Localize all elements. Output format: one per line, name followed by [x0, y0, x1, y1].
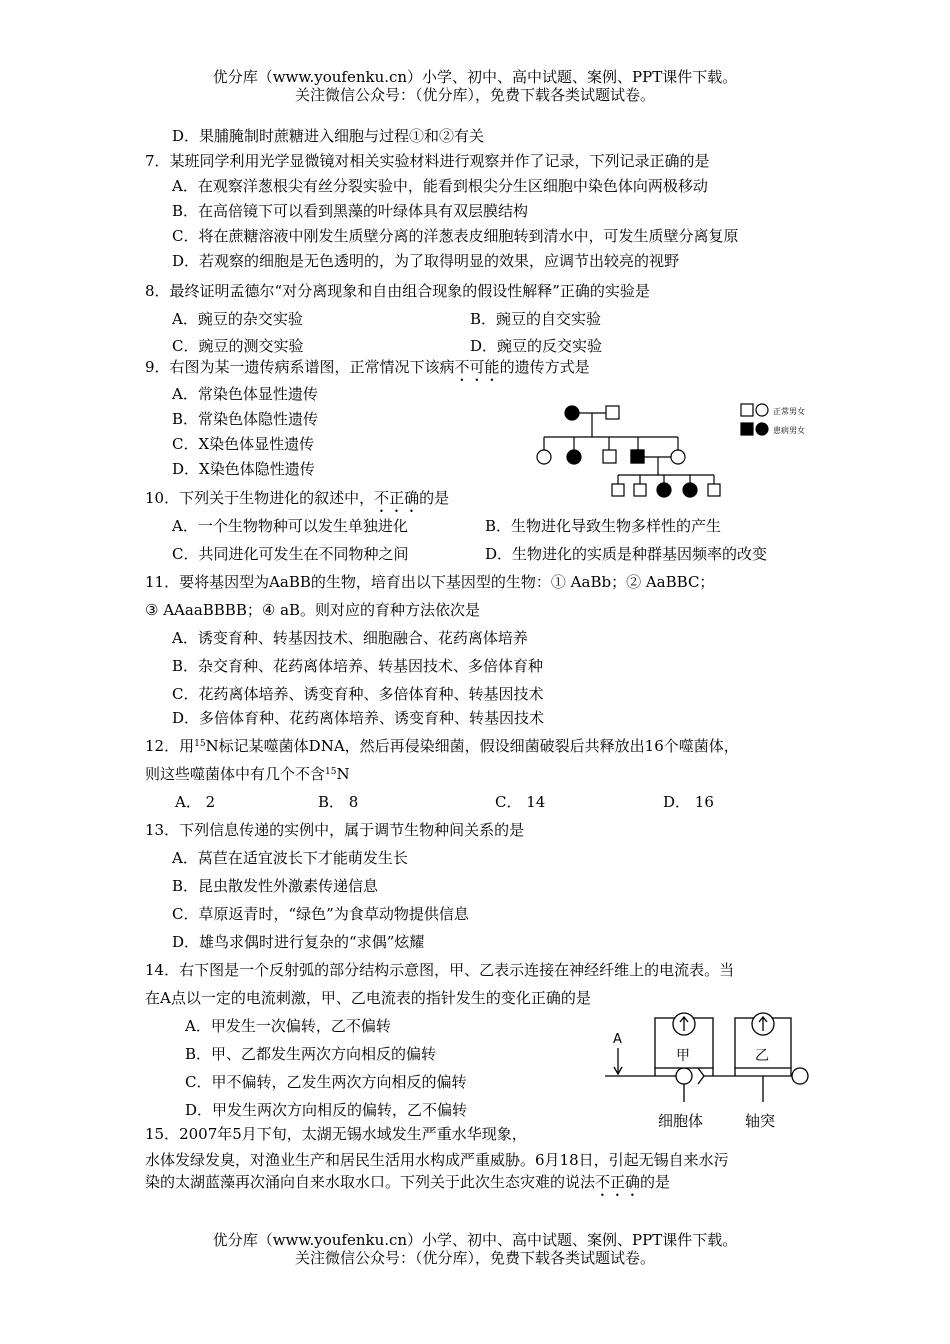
- q13-option-a: A．莴苣在适宜波长下才能萌发生长: [172, 849, 408, 867]
- header-line-1: 优分库（www.youfenku.cn）小学、初中、高中试题、案例、PPT课件下载。: [212, 68, 738, 86]
- q9-option-a: A．常染色体显性遗传: [172, 385, 318, 403]
- point-a-label: A: [613, 1032, 622, 1047]
- legend-affected-label: 患病男女: [773, 426, 805, 435]
- q12-option-b: B． 8: [318, 793, 359, 811]
- q9-option-c: C．X染色体显性遗传: [172, 435, 315, 453]
- gen2-affected-female: [567, 450, 581, 464]
- q6-option-d: D．果脯腌制时蔗糖进入细胞与过程①和②有关: [172, 127, 485, 145]
- q14-stem-line-1: 14．右下图是一个反射弧的部分结构示意图，甲、乙表示连接在神经纤维上的电流表。当: [145, 961, 735, 979]
- q14-option-a: A．甲发生一次偏转，乙不偏转: [185, 1017, 391, 1035]
- gen3-normal-male-2: [634, 484, 646, 496]
- q8-option-b: B．豌豆的自交实验: [470, 310, 602, 328]
- q10-option-a: A．一个生物物种可以发生单独进化: [172, 517, 408, 535]
- q13-option-d: D．雄鸟求偶时进行复杂的“求偶”炫耀: [172, 933, 425, 951]
- q9-option-b: B．常染色体隐性遗传: [172, 410, 319, 428]
- q11-option-d: D．多倍体育种、花药离体培养、诱变育种、转基因技术: [172, 709, 545, 727]
- q8-option-a: A．豌豆的杂交实验: [172, 310, 303, 328]
- pedigree-diagram: [530, 395, 850, 505]
- gen3-affected-female-1: [657, 483, 671, 497]
- q12-option-d: D． 16: [663, 793, 714, 811]
- gen1-affected-female: [565, 406, 579, 420]
- q14-option-d: D．甲发生两次方向相反的偏转，乙不偏转: [185, 1101, 468, 1119]
- q12-stem-line-1: 12．用$^{15}$N标记某噬菌体DNA，然后再侵染细菌，假设细菌破裂后共释放出16个噬菌体，: [145, 737, 739, 755]
- q7-option-b: B．在高倍镜下可以看到黑藻的叶绿体具有双层膜结构: [172, 202, 529, 220]
- gen2-affected-male-visible: [631, 450, 644, 463]
- q13-stem: 13．下列信息传递的实例中，属于调节生物种间关系的是: [145, 821, 525, 839]
- footer-line-1: 优分库（www.youfenku.cn）小学、初中、高中试题、案例、PPT课件下载。: [212, 1231, 738, 1249]
- gen3-affected-female-2: [683, 483, 697, 497]
- gen3-normal-male-1: [612, 484, 624, 496]
- gen2-spouse-female: [671, 450, 685, 464]
- q10-emphasis: 不正确: [374, 489, 420, 507]
- q12-stem-line-2: 则这些噬菌体中有几个不含$^{15}$N: [145, 765, 350, 783]
- q11-stem-line-1: 11．要将基因型为AaBB的生物，培育出以下基因型的生物：① AaBb；② AaBBC；: [145, 573, 715, 591]
- q9-stem: 9．右图为某一遗传病系谱图，正常情况下该病不可能的遗传方式是: [145, 358, 590, 376]
- q15-emphasis: 不正确: [595, 1173, 641, 1191]
- q15-line-2: 水体发绿发臭，对渔业生产和居民生活用水构成严重威胁。6月18日，引起无锡自来水污: [145, 1151, 729, 1169]
- header-line-2: 关注微信公众号：（优分库），免费下载各类试题试卷。: [294, 86, 655, 104]
- q12-option-a: A． 2: [175, 793, 216, 811]
- q7-option-a: A．在观察洋葱根尖有丝分裂实验中，能看到根尖分生区细胞中染色体向两极移动: [172, 177, 708, 195]
- q15-line-3: 染的太湖蓝藻再次涌向自来水取水口。下列关于此次生态灾难的说法不正确的是: [145, 1173, 671, 1191]
- meter-jia-label: 甲: [676, 1048, 690, 1064]
- gen3-normal-male-3: [708, 484, 720, 496]
- cell-body-circle: [676, 1068, 692, 1084]
- axon-end-circle: [792, 1068, 808, 1084]
- q14-option-c: C．甲不偏转，乙发生两次方向相反的偏转: [185, 1073, 467, 1091]
- q14-option-b: B．甲、乙都发生两次方向相反的偏转: [185, 1045, 437, 1063]
- q10-option-b: B．生物进化导致生物多样性的产生: [485, 517, 722, 535]
- legend-normal-label: 正常男女: [773, 407, 805, 416]
- q8-option-c: C．豌豆的测交实验: [172, 337, 304, 355]
- q12-option-c: C． 14: [495, 793, 546, 811]
- q8-stem: 8．最终证明孟德尔“对分离现象和自由组合现象的假设性解释”正确的实验是: [145, 282, 650, 300]
- q7-stem: 7．某班同学利用光学显微镜对相关实验材料进行观察并作了记录，下列记录正确的是: [145, 152, 710, 170]
- gen1-normal-male: [606, 406, 619, 419]
- q9-emphasis: 不可能: [454, 358, 500, 376]
- gen2-normal-female-1: [537, 450, 551, 464]
- gen2-normal-male-1: [603, 450, 616, 463]
- q10-stem: 10．下列关于生物进化的叙述中，不正确的是: [145, 489, 450, 507]
- q11-option-b: B．杂交育种、花药离体培养、转基因技术、多倍体育种: [172, 657, 544, 675]
- footer-line-2: 关注微信公众号：（优分库），免费下载各类试题试卷。: [294, 1249, 655, 1267]
- legend-affected-male: [741, 423, 753, 435]
- legend-normal-male: [741, 404, 753, 416]
- legend-normal-female: [756, 404, 768, 416]
- q15-line-1: 15．2007年5月下旬，太湖无锡水域发生严重水华现象，: [145, 1125, 527, 1143]
- q14-stem-line-2: 在A点以一定的电流刺激，甲、乙电流表的指针发生的变化正确的是: [145, 989, 591, 1007]
- q11-stem-line-2: ③ AAaaBBBB；④ aB。则对应的育种方法依次是: [145, 601, 481, 619]
- q11-option-c: C．花药离体培养、诱变育种、多倍体育种、转基因技术: [172, 685, 544, 703]
- meter-yi-label: 乙: [755, 1048, 769, 1064]
- q9-option-d: D．X染色体隐性遗传: [172, 460, 315, 478]
- q13-option-b: B．昆虫散发性外激素传递信息: [172, 877, 379, 895]
- q13-option-c: C．草原返青时，“绿色”为食草动物提供信息: [172, 905, 469, 923]
- q10-option-c: C．共同进化可发生在不同物种之间: [172, 545, 409, 563]
- q8-option-d: D．豌豆的反交实验: [470, 337, 603, 355]
- cell-body-label: 细胞体: [658, 1112, 704, 1130]
- reflex-arc-diagram: [600, 1010, 815, 1135]
- q11-option-a: A．诱变育种、转基因技术、细胞融合、花药离体培养: [172, 629, 528, 647]
- axon-label: 轴突: [745, 1112, 776, 1130]
- q7-option-d: D．若观察的细胞是无色透明的，为了取得明显的效果，应调节出较亮的视野: [172, 252, 680, 270]
- legend-affected-female: [756, 423, 768, 435]
- q7-option-c: C．将在蔗糖溶液中刚发生质壁分离的洋葱表皮细胞转到清水中，可发生质壁分离复原: [172, 227, 739, 245]
- q10-option-d: D．生物进化的实质是种群基因频率的改变: [485, 545, 768, 563]
